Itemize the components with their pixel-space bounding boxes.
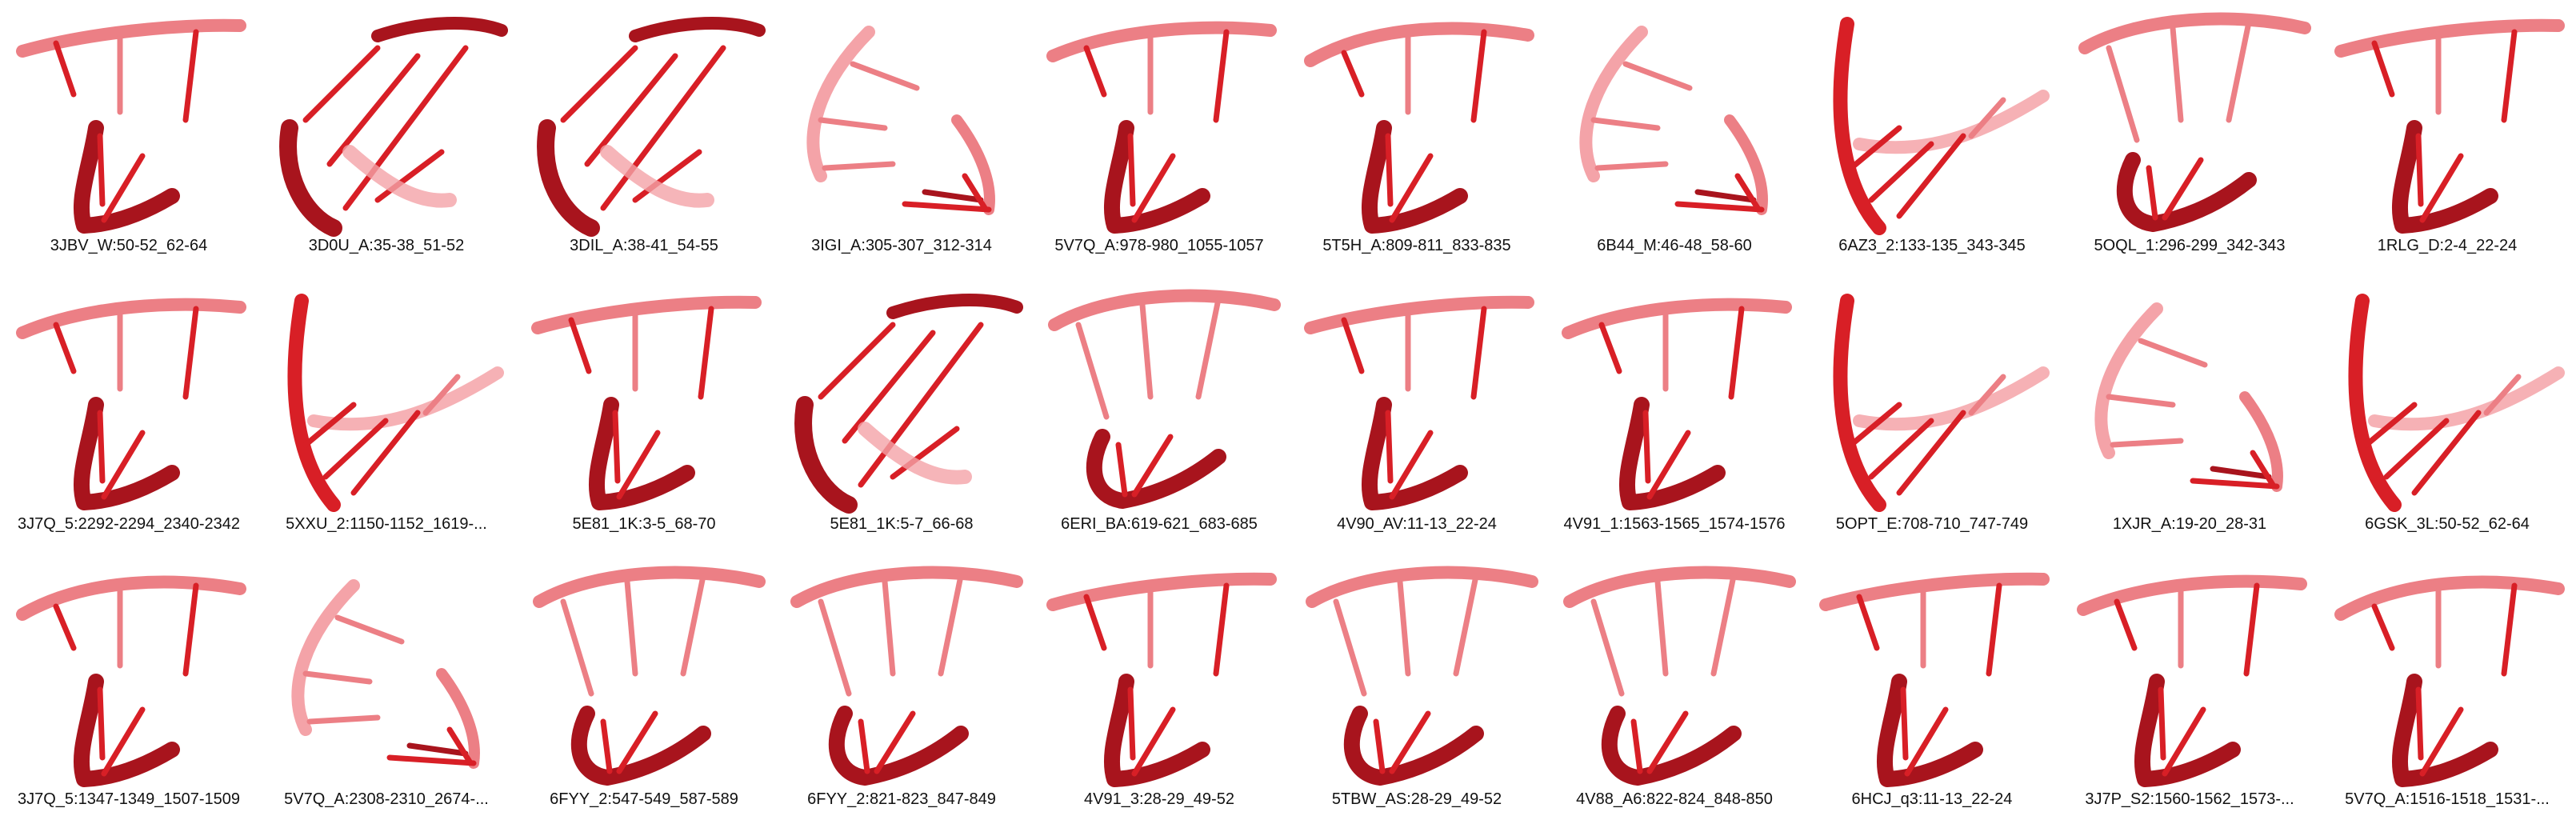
- base-pair-stick: [1086, 597, 1104, 648]
- motif-structure-render: [2318, 277, 2576, 517]
- motif-cell: [773, 0, 1030, 277]
- base-pair-stick: [683, 576, 703, 674]
- strand-top: [635, 23, 759, 36]
- motif-structure-render: [2061, 554, 2318, 794]
- base-pair-stick: [100, 690, 102, 758]
- drop-loop: [1352, 714, 1476, 778]
- base-pair-stick: [56, 325, 74, 371]
- motif-structure-render: [515, 554, 773, 794]
- base-pair-stick: [186, 586, 196, 674]
- base-pair-stick: [563, 602, 591, 694]
- base-pair-stick: [1216, 32, 1226, 120]
- motif-label: 3J7P_S2:1560-1562_1573-...: [2085, 790, 2294, 808]
- motif-label: 5XXU_2:1150-1152_1619-...: [286, 515, 487, 533]
- motif-cell: [773, 277, 1030, 554]
- strand-left: [298, 586, 354, 730]
- motif-cell: [1803, 554, 2061, 830]
- base-pair-stick: [2229, 22, 2249, 120]
- motif-cell: [1030, 0, 1288, 277]
- base-pair-stick: [1658, 582, 1666, 674]
- base-pair-stick: [2161, 690, 2163, 758]
- arch-strand: [1312, 573, 1532, 602]
- base-pair-stick: [1130, 690, 1133, 758]
- base-pair-stick: [1130, 136, 1133, 204]
- base-pair-stick: [186, 32, 196, 120]
- motif-structure-render: [515, 277, 773, 517]
- motif-cell: [1030, 554, 1288, 830]
- base-pair-stick: [2193, 481, 2277, 486]
- base-pair-stick: [1678, 204, 1762, 210]
- motif-cell: [2061, 554, 2318, 830]
- base-pair-stick: [2113, 441, 2181, 445]
- motif-structure-render: [258, 277, 515, 517]
- motif-label: 5E81_1K:5-7_66-68: [830, 515, 974, 533]
- motif-structure-render: [2318, 554, 2576, 794]
- base-pair-stick: [701, 309, 711, 397]
- motif-cell: [1546, 277, 1803, 554]
- strand-left: [2101, 309, 2157, 453]
- motif-structure-render: [2318, 0, 2576, 240]
- motif-structure-render: [1030, 277, 1288, 517]
- drop-loop: [1094, 437, 1218, 501]
- base-pair-stick: [1474, 32, 1484, 120]
- base-pair-stick: [821, 602, 849, 694]
- base-pair-stick: [1634, 722, 1640, 771]
- motif-label: 1XJR_A:19-20_28-31: [2112, 515, 2267, 533]
- strand-left: [288, 128, 334, 228]
- base-pair-stick: [2418, 690, 2421, 758]
- motif-structure-render: [258, 0, 515, 240]
- motif-cell: [2061, 277, 2318, 554]
- motif-structure-render: [0, 277, 258, 517]
- motif-label: 4V88_A6:822-824_848-850: [1576, 790, 1773, 808]
- base-pair-stick: [1903, 690, 1906, 758]
- base-pair-stick: [2374, 43, 2392, 94]
- motif-label: 6FYY_2:821-823_847-849: [807, 790, 996, 808]
- motif-label: 3D0U_A:35-38_51-52: [308, 237, 465, 254]
- motif-cell: [0, 277, 258, 554]
- drop-loop: [579, 714, 703, 778]
- base-pair-stick: [1388, 413, 1390, 481]
- base-pair-stick: [56, 606, 74, 648]
- motif-cell: [0, 0, 258, 277]
- base-pair-stick: [2109, 48, 2137, 140]
- motif-cell: [515, 277, 773, 554]
- motif-label: 1RLG_D:2-4_22-24: [2377, 237, 2518, 254]
- motif-structure-render: [1803, 0, 2061, 240]
- arch-strand: [2085, 19, 2305, 48]
- base-pair-stick: [1859, 597, 1877, 648]
- motif-label: 5TBW_AS:28-29_49-52: [1331, 790, 1502, 808]
- motif-label: 6HCJ_q3:11-13_22-24: [1851, 790, 2013, 808]
- arch-strand: [1570, 573, 1790, 602]
- motif-label: 6GSK_3L:50-52_62-64: [2365, 515, 2530, 533]
- base-pair-stick: [2418, 136, 2421, 204]
- motif-cell: [2061, 0, 2318, 277]
- base-pair-stick: [603, 722, 610, 771]
- motif-structure-render: [515, 0, 773, 240]
- base-pair-stick: [941, 576, 961, 674]
- base-pair-stick: [100, 413, 102, 481]
- drop-loop: [1610, 714, 1734, 778]
- motif-structure-render: [1288, 277, 1546, 517]
- base-pair-stick: [56, 43, 74, 94]
- base-pair-stick: [627, 582, 635, 674]
- base-pair-stick: [1216, 586, 1226, 674]
- motif-label: 4V90_AV:11-13_22-24: [1337, 515, 1497, 533]
- motif-cell: [515, 554, 773, 830]
- base-pair-stick: [100, 136, 102, 204]
- base-pair-stick: [821, 120, 885, 128]
- base-pair-stick: [186, 309, 196, 397]
- motif-cell: [515, 0, 773, 277]
- motif-label: 3J7Q_5:1347-1349_1507-1509: [17, 790, 241, 808]
- motif-cell: [1803, 277, 2061, 554]
- base-pair-stick: [1594, 120, 1658, 128]
- arch-strand: [1054, 296, 1274, 325]
- motif-label: 6FYY_2:547-549_587-589: [550, 790, 738, 808]
- motif-cell: [1546, 554, 1803, 830]
- motif-cell: [1288, 0, 1546, 277]
- base-pair-stick: [1594, 602, 1622, 694]
- base-pair-stick: [1344, 320, 1362, 371]
- motif-structure-render: [258, 554, 515, 794]
- motif-structure-render: [0, 0, 258, 240]
- motif-cell: [1030, 277, 1288, 554]
- motif-label: 3J7Q_5:2292-2294_2340-2342: [17, 515, 241, 533]
- motif-cell: [258, 277, 515, 554]
- strand-top: [378, 23, 502, 36]
- base-pair-stick: [1598, 164, 1666, 168]
- base-pair-stick: [330, 56, 418, 164]
- motif-cell: [1288, 277, 1546, 554]
- base-pair-stick: [2141, 341, 2205, 365]
- base-pair-stick: [1646, 413, 1648, 481]
- base-pair-stick: [1142, 305, 1150, 397]
- base-pair-stick: [1086, 48, 1104, 94]
- base-pair-stick: [2504, 32, 2514, 120]
- motif-label: 3DIL_A:38-41_54-55: [570, 237, 718, 254]
- base-pair-stick: [853, 64, 917, 88]
- base-pair-stick: [2246, 586, 2257, 674]
- motif-cell: [258, 0, 515, 277]
- motif-cell: [0, 554, 258, 830]
- base-pair-stick: [338, 618, 402, 642]
- motif-label: 3JBV_W:50-52_62-64: [50, 237, 208, 254]
- base-pair-stick: [821, 325, 893, 397]
- motif-structure-render: [0, 554, 258, 794]
- base-pair-stick: [1118, 445, 1125, 494]
- motif-label: 3IGI_A:305-307_312-314: [811, 237, 992, 254]
- base-pair-stick: [1388, 136, 1390, 204]
- motif-cell: [1546, 0, 1803, 277]
- motif-label: 6ERI_BA:619-621_683-685: [1061, 515, 1258, 533]
- base-pair-stick: [1198, 299, 1218, 397]
- strand-left: [546, 128, 591, 228]
- base-pair-stick: [2374, 606, 2392, 648]
- motif-cell: [2318, 554, 2576, 830]
- strand-top: [893, 300, 1017, 313]
- base-pair-stick: [1400, 582, 1408, 674]
- motif-label: 5OQL_1:296-299_342-343: [2094, 237, 2286, 254]
- base-pair-stick: [2504, 586, 2514, 674]
- motif-structure-render: [1030, 554, 1288, 794]
- base-pair-stick: [825, 164, 893, 168]
- motif-structure-render: [773, 0, 1030, 240]
- motif-cell: [1803, 0, 2061, 277]
- motif-label: 5E81_1K:3-5_68-70: [572, 515, 716, 533]
- motif-cell: [1288, 554, 1546, 830]
- base-pair-stick: [1714, 576, 1734, 674]
- motif-structure-render: [1546, 554, 1803, 794]
- base-pair-stick: [905, 204, 989, 210]
- base-pair-stick: [1376, 722, 1382, 771]
- base-pair-stick: [861, 722, 867, 771]
- base-pair-stick: [390, 758, 474, 763]
- arch-strand: [539, 573, 759, 602]
- motif-structure-render: [1546, 0, 1803, 240]
- base-pair-stick: [885, 582, 893, 674]
- motif-label: 4V91_1:1563-1565_1574-1576: [1563, 515, 1786, 533]
- motif-label: 5T5H_A:809-811_833-835: [1322, 237, 1511, 254]
- motif-structure-render: [1546, 277, 1803, 517]
- base-pair-stick: [306, 48, 378, 120]
- motif-structure-render: [1030, 0, 1288, 240]
- motif-cell: [258, 554, 515, 830]
- motif-label: 5OPT_E:708-710_747-749: [1835, 515, 2029, 533]
- base-pair-stick: [1626, 64, 1690, 88]
- base-pair-stick: [2149, 168, 2155, 218]
- base-pair-stick: [1336, 602, 1364, 694]
- motif-structure-render: [1288, 554, 1546, 794]
- strand-left: [813, 32, 869, 176]
- base-pair-stick: [563, 48, 635, 120]
- motif-cell: [773, 554, 1030, 830]
- strand-left: [803, 405, 849, 505]
- base-pair-stick: [2173, 28, 2181, 120]
- base-pair-stick: [2117, 602, 2134, 648]
- motif-cell: [2318, 0, 2576, 277]
- motif-structure-render: [773, 277, 1030, 517]
- base-pair-stick: [306, 674, 370, 682]
- base-pair-stick: [1731, 309, 1742, 397]
- motif-label: 5V7Q_A:1516-1518_1531-...: [2345, 790, 2550, 808]
- base-pair-stick: [1456, 576, 1476, 674]
- drop-loop: [837, 714, 961, 778]
- motif-label: 6AZ3_2:133-135_343-345: [1838, 237, 2026, 254]
- motif-structure-render: [2061, 277, 2318, 517]
- base-pair-stick: [1602, 325, 1619, 371]
- motif-label: 5V7Q_A:2308-2310_2674-...: [284, 790, 489, 808]
- drop-loop: [2125, 160, 2249, 224]
- strand-left: [1586, 32, 1642, 176]
- base-pair-stick: [2109, 397, 2173, 405]
- base-pair-stick: [587, 56, 675, 164]
- base-pair-stick: [845, 333, 933, 441]
- base-pair-stick: [571, 320, 589, 371]
- motif-label: 6B44_M:46-48_58-60: [1597, 237, 1752, 254]
- motif-structure-render: [1803, 277, 2061, 517]
- motif-label: 4V91_3:28-29_49-52: [1084, 790, 1234, 808]
- motif-structure-render: [1803, 554, 2061, 794]
- base-pair-stick: [1989, 586, 1999, 674]
- arch-strand: [797, 573, 1017, 602]
- motif-structure-render: [2061, 0, 2318, 240]
- motif-structure-render: [1288, 0, 1546, 240]
- motif-label: 5V7Q_A:978-980_1055-1057: [1054, 237, 1264, 254]
- base-pair-stick: [310, 718, 378, 722]
- base-pair-stick: [615, 413, 618, 481]
- base-pair-stick: [1474, 309, 1484, 397]
- base-pair-stick: [1078, 325, 1106, 417]
- base-pair-stick: [1344, 53, 1362, 94]
- motif-cell: [2318, 277, 2576, 554]
- motif-structure-render: [773, 554, 1030, 794]
